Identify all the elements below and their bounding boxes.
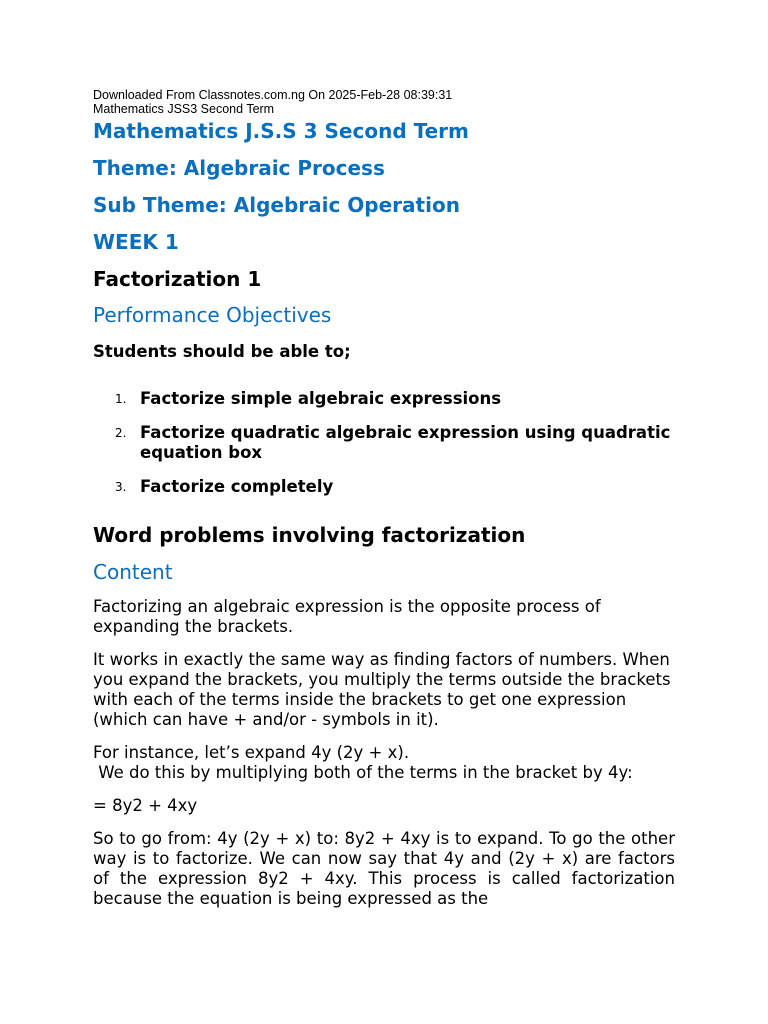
objective-text: Factorize simple algebraic expressions — [140, 389, 502, 408]
objective-text: Factorize quadratic algebraic expression using quadratic equation box — [140, 423, 671, 462]
objective-item — [93, 423, 675, 463]
objective-number: 1. — [115, 392, 127, 406]
download-info: Downloaded From Classnotes.com.ng On 2025-Feb-28 08:39:31 — [93, 88, 453, 102]
topic-heading: Factorization 1 — [93, 267, 262, 291]
objective-number: 3. — [115, 480, 127, 494]
content-paragraph-2: It works in exactly the same way as finding factors of numbers. When you expand the brackets, you multiply the terms outside the brackets with each of the terms inside the brackets to get one expression (which can have + and/or - symbols in it). — [93, 650, 671, 729]
content-paragraph-5: So to go from: 4y (2y + x) to: 8y2 + 4xy is to expand. To go the other way is to factorize. We can now say that 4y and (2y + x) are factors of the expression 8y2 + 4xy. This process is called factorization because the equation is being expressed as the — [93, 829, 675, 908]
objective-number: 2. — [115, 426, 127, 440]
expansion-result: = 8y2 + 4xy — [93, 796, 198, 815]
week-heading: WEEK 1 — [93, 230, 179, 254]
objectives-list — [93, 389, 675, 497]
expand-example-line: For instance, let’s expand 4y (2y + x). — [93, 743, 410, 762]
objectives-heading: Performance Objectives — [93, 303, 332, 327]
content-paragraph-3 — [93, 743, 675, 783]
document-title: Mathematics J.S.S 3 Second Term — [93, 119, 469, 143]
sub-theme-heading: Sub Theme: Algebraic Operation — [93, 193, 460, 217]
multiply-explanation-line: We do this by multiplying both of the terms in the bracket by 4y: — [93, 763, 633, 782]
objective-item — [93, 389, 675, 409]
document-page — [93, 88, 675, 909]
content-heading: Content — [93, 560, 173, 584]
course-label: Mathematics JSS3 Second Term — [93, 102, 275, 116]
objective-text: Factorize completely — [140, 477, 334, 496]
word-problems-heading: Word problems involving factorization — [93, 523, 526, 547]
content-paragraph-1: Factorizing an algebraic expression is the opposite process of expanding the brackets. — [93, 597, 601, 636]
theme-heading: Theme: Algebraic Process — [93, 156, 385, 180]
objective-item — [93, 477, 675, 497]
objectives-intro: Students should be able to; — [93, 342, 351, 361]
